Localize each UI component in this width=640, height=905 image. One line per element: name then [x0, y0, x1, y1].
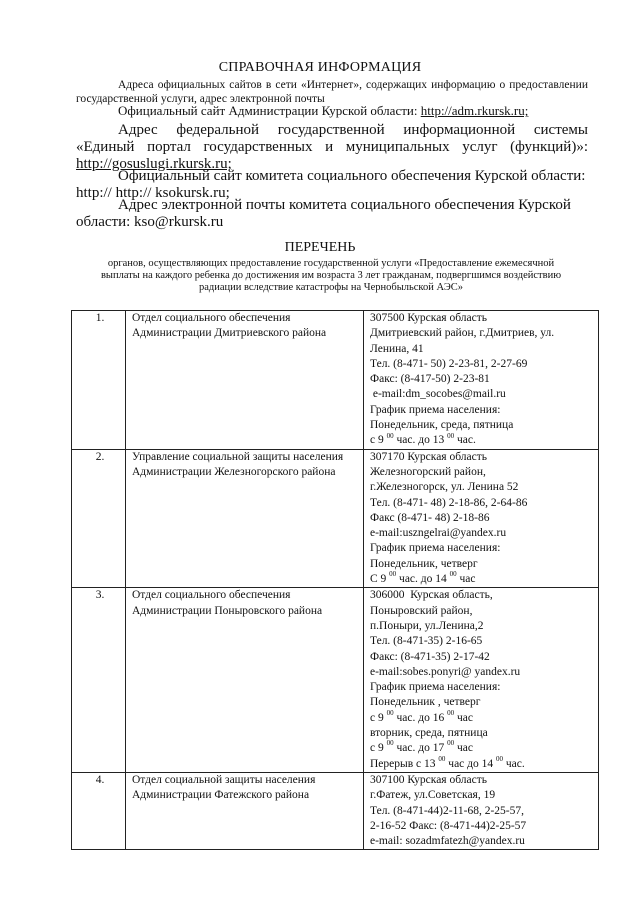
organizations-table: [71, 310, 599, 850]
hours-text: час. до 14: [396, 573, 450, 586]
contact-line: г.Фатеж, ул.Советская, 19: [370, 789, 496, 802]
contact-line: 307100 Курская область: [370, 773, 487, 786]
contact-line: График приема населения:: [370, 542, 501, 555]
organizations-table-body: [72, 311, 599, 850]
contact-line[interactable]: e-mail: sozadmfatezh@yandex.ru: [370, 835, 525, 848]
contact-line: Факс (8-471- 48) 2-18-86: [370, 511, 490, 524]
admin-site-link[interactable]: http://adm.rkursk.ru;: [420, 103, 529, 118]
reference-intro: Адреса официальных сайтов в сети «Интернет», содержащих информацию о предоставлении государственной услуги, адрес электронной почты: [76, 79, 588, 105]
contact-line: 306000 Курская область,: [370, 589, 493, 602]
hours-text: С 9: [370, 573, 390, 586]
list-subtitle: органов, осуществляющих предоставление государственной услуги «Предоставление ежемесячной выплаты на каждого ребенка до достижения им возраста 3 лет гражданам, подвергшимся воздействию радиации вследствие катастрофы на Чернобыльской АЭС»: [100, 258, 562, 293]
hours-line: [370, 754, 595, 772]
hours-text: с 9: [370, 742, 387, 755]
hours-text: час.: [503, 757, 525, 770]
hours-text: вторник, среда, пятница: [370, 727, 488, 740]
organization-contacts: [364, 449, 599, 588]
hours-text: с 9: [370, 711, 387, 724]
contact-line: График приема населения:: [370, 681, 501, 694]
committee-email-paragraph: Адрес электронной почты комитета социального обеспечения Курской области: kso@rkursk.ru: [76, 197, 571, 230]
contact-line[interactable]: e-mail:sobes.ponyri@ yandex.ru: [370, 665, 521, 678]
hours-line: [370, 708, 595, 726]
organization-name: Отдел социального обеспечения Администрации Поныровского района: [126, 588, 364, 773]
contact-line: Тел. (8-471- 50) 2-23-81, 2-27-69: [370, 357, 528, 370]
contact-line: Факс: (8-471-35) 2-17-42: [370, 650, 490, 663]
contact-line: Железногорский район,: [370, 465, 486, 478]
table-row: [72, 449, 599, 588]
hours-text: Перерыв с 13: [370, 757, 439, 770]
admin-site-label: Официальный сайт Администрации Курской области:: [118, 103, 418, 118]
contact-line: Факс: (8-417-50) 2-23-81: [370, 373, 490, 386]
committee-site-paragraph: Официальный сайт комитета социального обеспечения Курской области: http:// http:// ksokursk.ru;: [76, 168, 586, 201]
hours-text: час. до 13: [393, 434, 448, 447]
contact-line[interactable]: e-mail:dm_socobes@mail.ru: [370, 388, 506, 401]
row-number: 2.: [72, 449, 126, 588]
organization-name: Управление социальной защиты населения Администрации Железногорского района: [126, 449, 364, 588]
hours-superscript: 00: [447, 708, 455, 717]
hours-line: [370, 572, 595, 587]
hours-text: час: [454, 742, 473, 755]
hours-text: час: [456, 573, 476, 586]
portal-paragraph: [76, 122, 588, 173]
contact-line: 307170 Курская область: [370, 450, 487, 463]
hours-superscript: 00: [496, 754, 503, 763]
contact-line: Понедельник, среда, пятница: [370, 419, 514, 432]
row-number: 4.: [72, 772, 126, 849]
portal-link[interactable]: http://gosuslugi.rkursk.ru;: [76, 156, 232, 172]
table-row: [72, 772, 599, 849]
contact-line: Ленина, 41: [370, 342, 424, 355]
hours-superscript: 00: [447, 739, 455, 748]
list-title: ПЕРЕЧЕНЬ: [284, 240, 356, 255]
hours-line: [370, 726, 595, 741]
hours-text: час. до 17: [393, 742, 448, 755]
table-row: [72, 311, 599, 450]
hours-superscript: 00: [389, 570, 397, 579]
organization-contacts: [364, 772, 599, 849]
organization-contacts: [364, 311, 599, 450]
contact-line: Тел. (8-471- 48) 2-18-86, 2-64-86: [370, 496, 528, 509]
row-number: 1.: [72, 311, 126, 450]
contact-line: г.Железногорск, ул. Ленина 52: [370, 481, 519, 494]
organization-name: Отдел социальной защиты населения Администрации Фатежского района: [126, 772, 364, 849]
hours-text: час.: [454, 434, 476, 447]
table-row: [72, 588, 599, 773]
hours-superscript: 00: [386, 739, 394, 748]
contact-line: 307500 Курская область: [370, 312, 487, 324]
contact-line: Тел. (8-471-35) 2-16-65: [370, 635, 483, 648]
contact-line: Понедельник , четверг: [370, 696, 481, 709]
contact-line: 2-16-52 Факс: (8-471-44)2-25-57: [370, 819, 527, 832]
hours-text: час до 14: [445, 757, 496, 770]
hours-superscript: 00: [449, 570, 457, 579]
hours-text: час. до 16: [393, 711, 448, 724]
organization-contacts: [364, 588, 599, 773]
hours-superscript: 00: [386, 431, 394, 440]
organization-name: Отдел социального обеспечения Администрации Дмитриевского района: [126, 311, 364, 450]
row-number: 3.: [72, 588, 126, 773]
hours-text: с 9: [370, 434, 387, 447]
hours-superscript: 00: [386, 708, 394, 717]
contact-line: п.Поныри, ул.Ленина,2: [370, 619, 484, 632]
contact-line: Тел. (8-471-44)2-11-68, 2-25-57,: [370, 804, 525, 817]
admin-site-line: [118, 104, 598, 118]
contact-line: График приема населения:: [370, 403, 501, 416]
hours-superscript: 00: [447, 431, 455, 440]
hours-text: час: [454, 711, 473, 724]
hours-line: [370, 741, 595, 756]
portal-text: Адрес федеральной государственной информационной системы «Единый портал государственных и муниципальных услуг (функций)»:: [76, 122, 588, 155]
reference-title: СПРАВОЧНАЯ ИНФОРМАЦИЯ: [218, 60, 422, 75]
contact-line: Дмитриевский район, г.Дмитриев, ул.: [370, 327, 555, 340]
contact-line: Понедельник, четверг: [370, 557, 478, 570]
hours-superscript: 00: [438, 754, 446, 763]
contact-line: Поныровский район,: [370, 604, 473, 617]
contact-line[interactable]: e-mail:uszngelrai@yandex.ru: [370, 527, 507, 540]
hours-line: [370, 433, 595, 448]
